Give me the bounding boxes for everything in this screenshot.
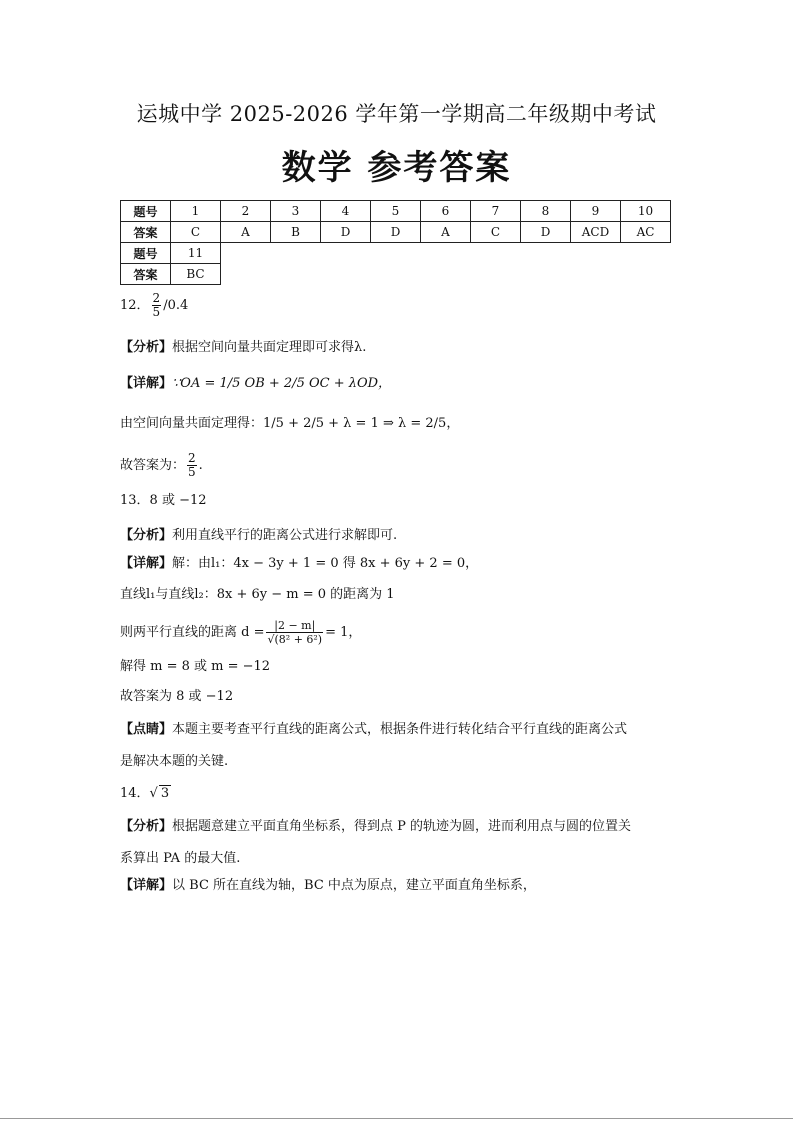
question-number-cell: 6 (421, 201, 471, 222)
question-number-cell: 8 (521, 201, 571, 222)
answer-cell: AC (621, 222, 671, 243)
empty-cell (371, 243, 421, 264)
answer-cell: A (221, 222, 271, 243)
q12-answer-alt: /0.4 (163, 298, 189, 313)
q12-detail (120, 372, 391, 391)
q13-detail-text-3-suffix: = 1， (325, 625, 362, 640)
empty-cell (621, 243, 671, 264)
q13-distance-num: |2 − m| (266, 619, 323, 633)
empty-cell (471, 264, 521, 285)
q14-analysis (120, 815, 631, 834)
q14-detail (120, 874, 536, 893)
q12-conclusion-fraction (187, 452, 197, 479)
q14-analysis-2 (120, 847, 240, 866)
comment-tag: 【点睛】 (120, 722, 173, 737)
answer-cell: BC (171, 264, 221, 285)
q13-answer-line (120, 489, 207, 508)
empty-cell (571, 243, 621, 264)
question-number-cell: 4 (321, 201, 371, 222)
q13-comment (120, 718, 627, 737)
q12-answer-line (120, 292, 188, 319)
q12-step-formula: 1/5 + 2/5 + λ = 1 ⇒ λ = 2/5， (263, 416, 460, 431)
q13-detail-text-1: 解：由l₁：4x − 3y + 1 = 0 得 8x + 6y + 2 = 0， (172, 556, 479, 571)
analysis-tag: 【分析】 (120, 528, 173, 543)
empty-cell (271, 264, 321, 285)
question-number-cell: 3 (271, 201, 321, 222)
answer-cell: C (171, 222, 221, 243)
q13-detail-text-3-prefix: 则两平行直线的距离 d = (120, 625, 265, 640)
q13-distance-fraction (266, 619, 323, 646)
q13-analysis (120, 524, 397, 543)
detail-tag: 【详解】 (120, 556, 173, 571)
q12-conclusion: 故答案为： $\frac{2}{5}$ . (120, 451, 203, 479)
q14-number: 14． (120, 786, 150, 801)
q12-detail-formula: ∵OA = 1/5 OB + 2/5 OC + λOD， (172, 376, 392, 391)
empty-cell (221, 264, 271, 285)
q13-detail (120, 552, 478, 571)
empty-cell (221, 243, 271, 264)
detail-tag: 【详解】 (120, 878, 173, 893)
q13-comment-text-2: 是解决本题的关键. (120, 754, 229, 769)
answer-cell: ACD (571, 222, 621, 243)
empty-cell (471, 243, 521, 264)
q12-analysis-text: 根据空间向量共面定理即可求得λ. (172, 340, 367, 355)
q12-step (120, 412, 459, 431)
q13-detail-2 (120, 583, 395, 602)
q13-detail-text-4: 解得 m = 8 或 m = −12 (120, 659, 271, 674)
analysis-tag: 【分析】 (120, 819, 173, 834)
q13-conclusion-text: 故答案为 8 或 −12 (120, 689, 234, 704)
q12-number: 12． (120, 298, 150, 313)
q12-answer-num: 2 (152, 291, 161, 305)
q14-analysis-text-1: 根据题意建立平面直角坐标系，得到点 P 的轨迹为圆，进而利用点与圆的位置关 (172, 819, 632, 834)
q13-comment-2 (120, 750, 228, 769)
table-row (121, 243, 671, 264)
table-row (121, 201, 671, 222)
empty-cell (321, 243, 371, 264)
row-header-question: 题号 (121, 243, 171, 264)
subject-title: 数学 参考答案 (281, 148, 512, 188)
answer-cell: A (421, 222, 471, 243)
row-header-answer: 答案 (121, 222, 171, 243)
q13-conclusion (120, 685, 233, 704)
empty-cell (421, 243, 471, 264)
answer-table (120, 200, 671, 285)
q14-answer: 3 (160, 786, 170, 801)
q12-conclusion-den: 5 (188, 465, 196, 479)
answer-cell: D (371, 222, 421, 243)
q13-number: 13． (120, 493, 150, 508)
question-number-cell: 11 (171, 243, 221, 264)
q12-answer-den: 5 (152, 305, 161, 319)
q12-step-prefix: 由空间向量共面定理得： (120, 416, 264, 431)
q13-answer: 8 或 −12 (149, 493, 207, 508)
question-number-cell: 9 (571, 201, 621, 222)
question-number-cell: 1 (171, 201, 221, 222)
empty-cell (421, 264, 471, 285)
answer-cell: D (321, 222, 371, 243)
detail-tag: 【详解】 (120, 376, 173, 391)
question-number-cell: 10 (621, 201, 671, 222)
q12-analysis (120, 336, 366, 355)
q13-detail-4 (120, 655, 270, 674)
empty-cell (371, 264, 421, 285)
empty-cell (621, 264, 671, 285)
empty-cell (321, 264, 371, 285)
q13-analysis-text: 利用直线平行的距离公式进行求解即可. (172, 528, 398, 543)
table-row (121, 264, 671, 285)
q12-conclusion-num: 2 (188, 451, 196, 465)
question-number-cell: 2 (221, 201, 271, 222)
row-header-question: 题号 (121, 201, 171, 222)
q13-comment-text-1: 本题主要考查平行直线的距离公式，根据条件进行转化结合平行直线的距离公式 (172, 722, 628, 737)
empty-cell (521, 243, 571, 264)
page-bottom-rule (0, 1118, 793, 1119)
analysis-tag: 【分析】 (120, 340, 173, 355)
question-number-cell: 5 (371, 201, 421, 222)
empty-cell (521, 264, 571, 285)
q13-detail-text-2: 直线l₁与直线l₂：8x + 6y − m = 0 的距离为 1 (120, 587, 395, 602)
row-header-answer: 答案 (121, 264, 171, 285)
answer-cell: C (471, 222, 521, 243)
answer-cell: B (271, 222, 321, 243)
empty-cell (271, 243, 321, 264)
q13-detail-3 (120, 619, 361, 646)
table-row (121, 222, 671, 243)
q14-detail-text: 以 BC 所在直线为轴，BC 中点为原点，建立平面直角坐标系， (172, 878, 536, 893)
exam-title: 运城中学 2025-2026 学年第一学期高二年级期中考试 (136, 102, 657, 126)
q12-conclusion-prefix: 故答案为： (120, 458, 186, 473)
question-number-cell: 7 (471, 201, 521, 222)
answer-cell: D (521, 222, 571, 243)
empty-cell (571, 264, 621, 285)
q12-answer-fraction (152, 292, 162, 319)
q14-analysis-text-2: 系算出 PA 的最大值. (120, 851, 241, 866)
q13-distance-den: √(8² + 6²) (267, 633, 323, 646)
q14-answer-line: 14．√ 3 (120, 786, 170, 801)
